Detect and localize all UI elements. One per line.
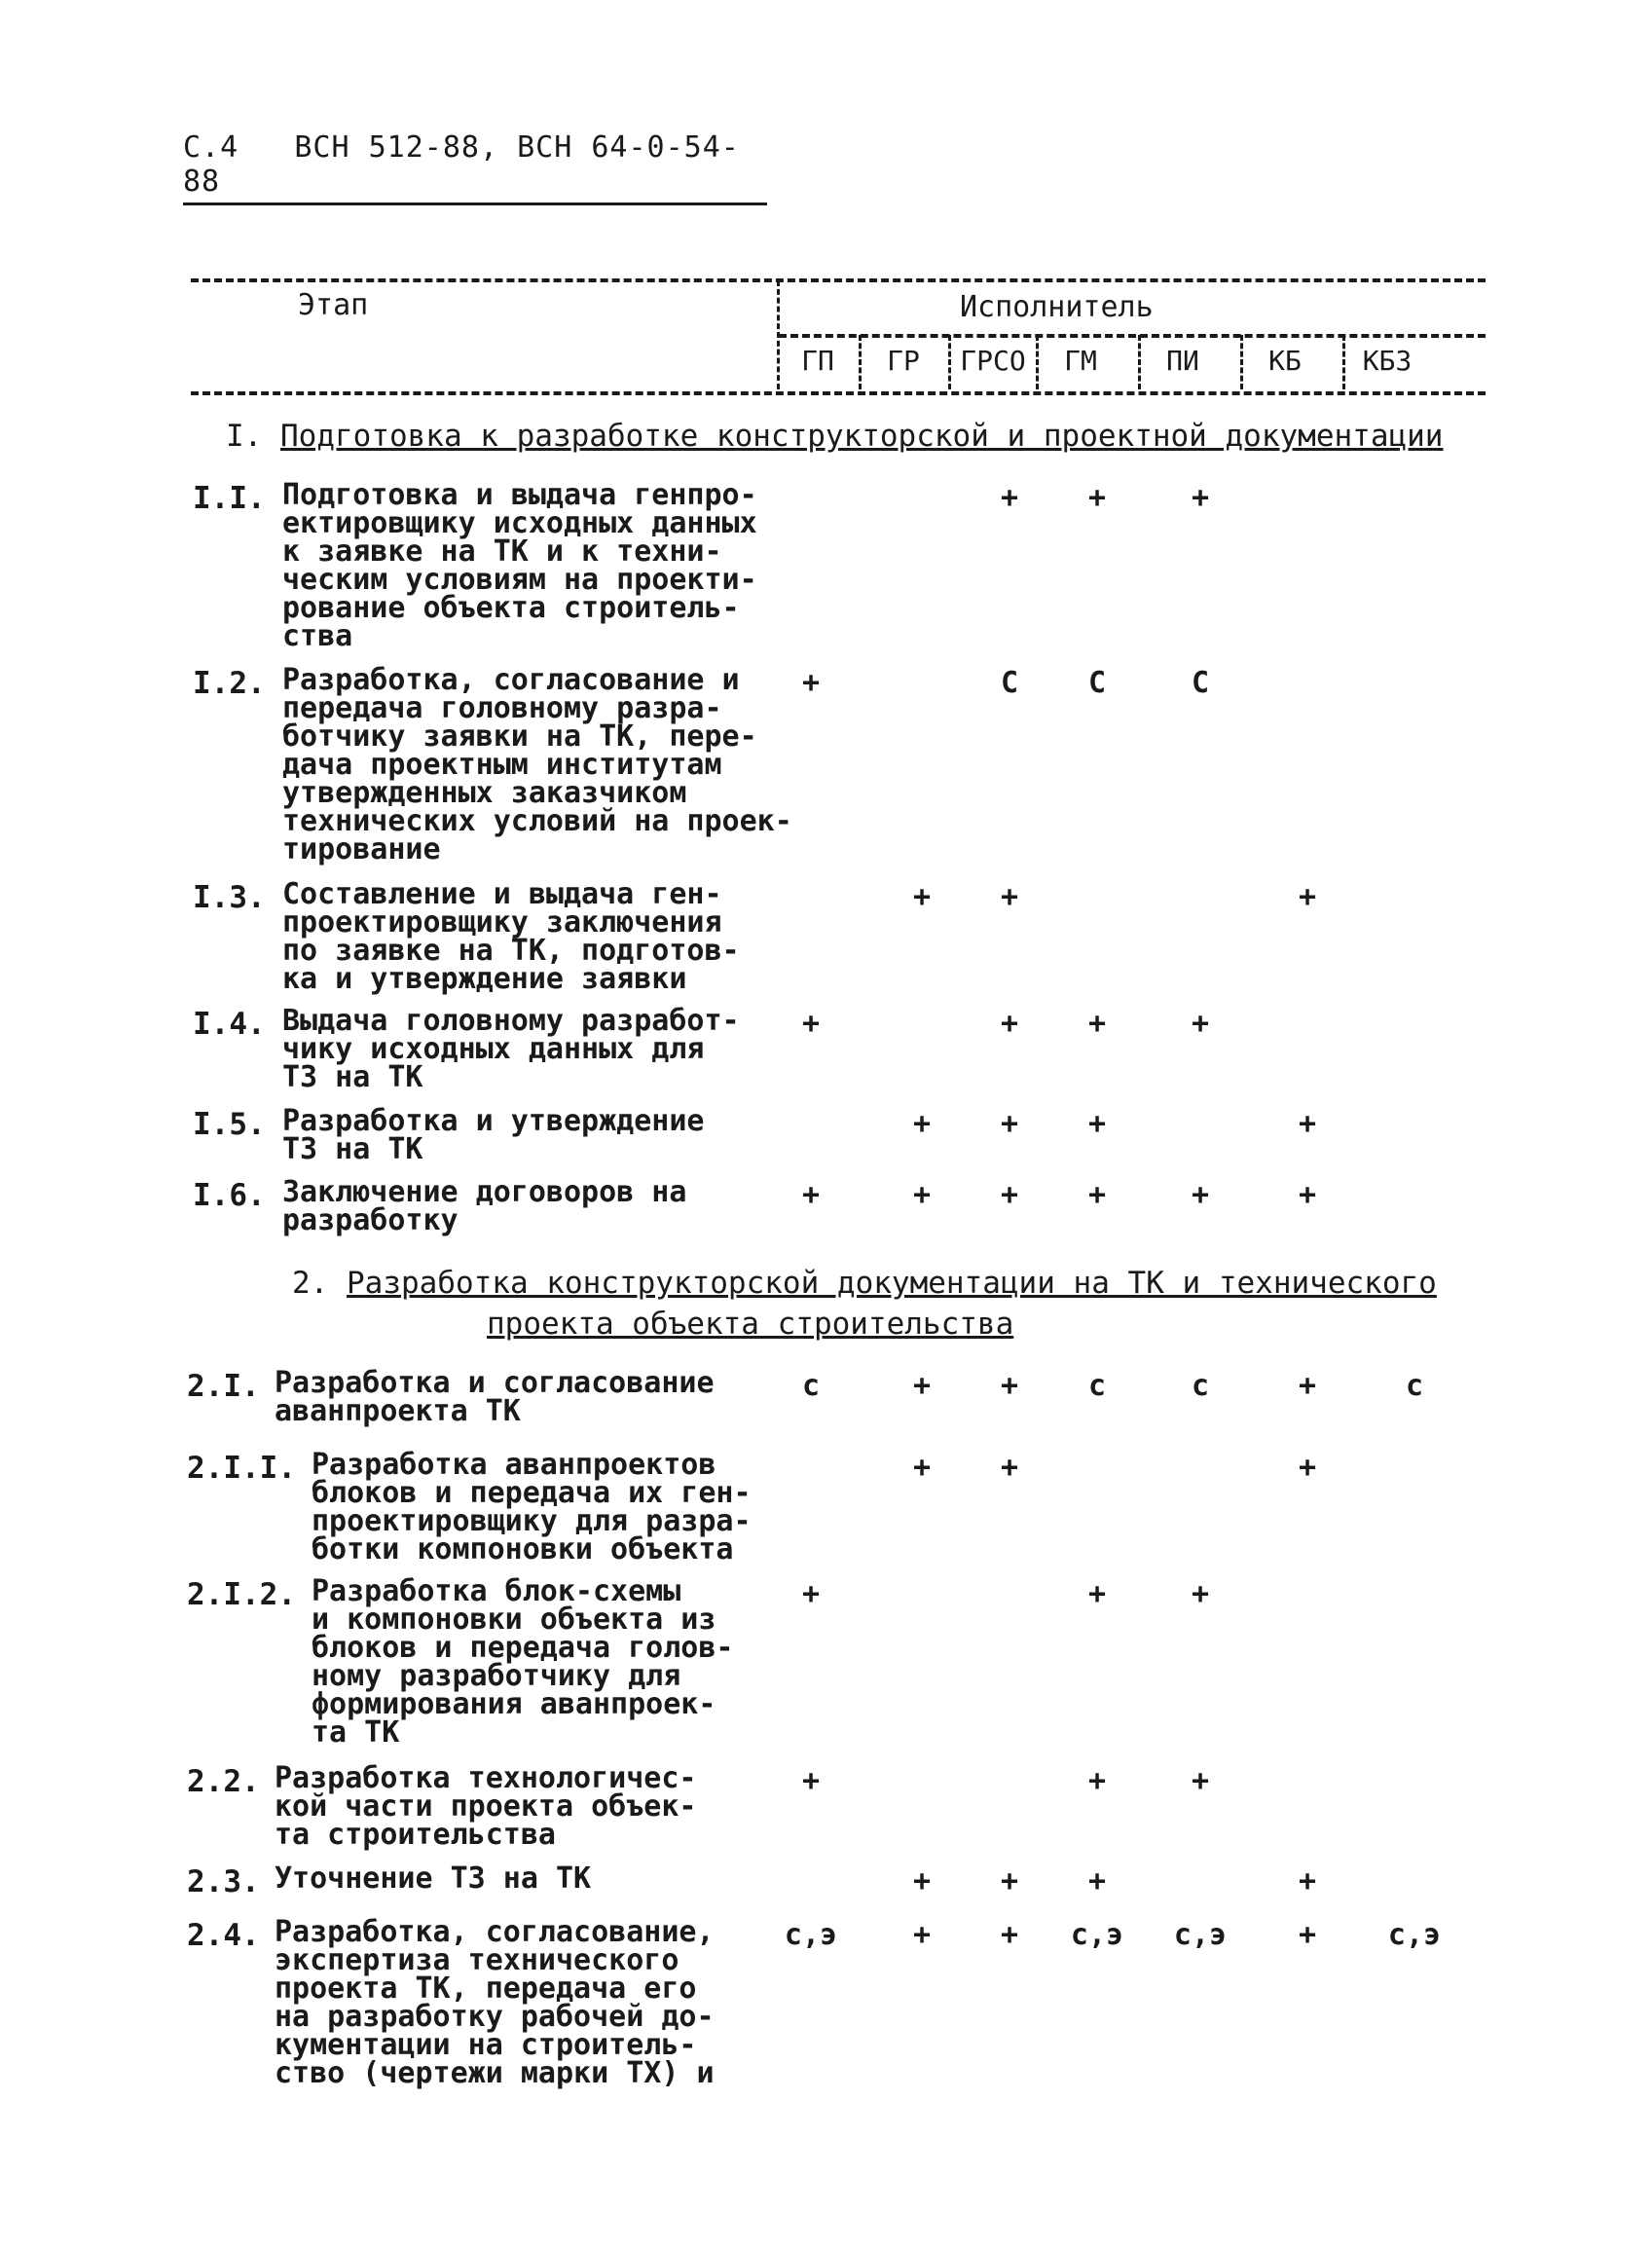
row-mark-гр: + — [912, 1369, 932, 1403]
row-mark-пи: + — [1191, 1764, 1210, 1798]
row-number: 2.2. — [187, 1764, 260, 1799]
row-mark-грсо: + — [1000, 481, 1019, 515]
row-stage-text: Заключение договоров на разработку — [282, 1175, 687, 1237]
row-mark-гм: + — [1087, 1764, 1107, 1798]
row-mark-кб: + — [1298, 1864, 1317, 1898]
column-header-6: КБЗ — [1362, 345, 1413, 377]
row-mark-гр: + — [912, 1918, 932, 1952]
row-mark-гп: + — [801, 666, 821, 700]
table-subheader-rule — [779, 334, 1486, 338]
row-mark-кбз: с,э — [1387, 1918, 1442, 1952]
page-header — [183, 130, 767, 205]
row-stage-text: Разработка, согласование, экспертиза технического проекта ТК, передача его на разработку рабочей до- кументации на строитель- ство (чертежи марки ТХ) и — [275, 1915, 715, 2090]
column-header-0: ГП — [801, 345, 834, 377]
row-number: I.5. — [193, 1107, 266, 1142]
row-number: 2.I. — [187, 1369, 260, 1404]
column-header-1: ГР — [887, 345, 920, 377]
row-mark-гм: С — [1087, 666, 1107, 700]
row-mark-гм: + — [1087, 1007, 1107, 1041]
row-mark-гм: + — [1087, 481, 1107, 515]
row-mark-гр: + — [912, 880, 932, 914]
row-stage-text: Составление и выдача ген- проектировщику заключения по заявке на ТК, подготов- ка и утверждение заявки — [282, 877, 740, 996]
column-divider — [1036, 335, 1039, 389]
row-mark-кб: + — [1298, 1918, 1317, 1952]
row-mark-кб: + — [1298, 1451, 1317, 1485]
row-mark-гм: + — [1087, 1577, 1107, 1611]
row-mark-гр: + — [912, 1178, 932, 1212]
document-code: ВСН 512-88, ВСН 64-0-54-88 — [183, 130, 740, 199]
column-divider — [1138, 335, 1141, 389]
column-header-3: ГМ — [1064, 345, 1097, 377]
row-mark-гп: + — [801, 1007, 821, 1041]
row-mark-грсо: С — [1000, 666, 1019, 700]
row-mark-гм: + — [1087, 1864, 1107, 1898]
row-number: 2.I.2. — [187, 1577, 296, 1612]
row-mark-грсо: + — [1000, 1107, 1019, 1141]
row-stage-text: Разработка технологичес- кой части проекта объек- та строительства — [275, 1761, 697, 1852]
column-divider — [1240, 335, 1243, 389]
row-stage-text: Выдача головному разработ- чику исходных данных для ТЗ на ТК — [282, 1004, 740, 1094]
row-stage-text: Разработка и согласование аванпроекта ТК — [275, 1366, 715, 1428]
row-mark-гп: + — [801, 1178, 821, 1212]
row-mark-кб: + — [1298, 1107, 1317, 1141]
page-number: С.4 — [183, 130, 239, 165]
column-divider — [859, 335, 862, 389]
row-mark-грсо: + — [1000, 1451, 1019, 1485]
row-mark-грсо: + — [1000, 1007, 1019, 1041]
row-mark-пи: С — [1191, 666, 1210, 700]
row-number: I.3. — [193, 880, 266, 915]
row-stage-text: Разработка аванпроектов блоков и передача их ген- проектировщику для разра- ботки компоновки объекта — [312, 1448, 752, 1566]
section-1-number: I. — [226, 419, 263, 454]
row-mark-грсо: + — [1000, 1369, 1019, 1403]
row-mark-кб: + — [1298, 880, 1317, 914]
row-mark-пи: + — [1191, 1577, 1210, 1611]
row-mark-грсо: + — [1000, 1864, 1019, 1898]
section-2-number: 2. — [292, 1266, 329, 1301]
row-stage-text: Разработка и утверждение ТЗ на ТК — [282, 1104, 705, 1166]
row-number: I.2. — [193, 666, 266, 701]
row-mark-гр: + — [912, 1107, 932, 1141]
row-mark-грсо: + — [1000, 1178, 1019, 1212]
section-1-heading — [226, 419, 1443, 454]
stage-column-header: Этап — [298, 288, 369, 322]
row-mark-грсо: + — [1000, 1918, 1019, 1952]
section-2-heading-continued — [487, 1307, 1013, 1342]
row-mark-кб: + — [1298, 1178, 1317, 1212]
row-mark-гп: + — [801, 1577, 821, 1611]
section-2-heading — [292, 1266, 1437, 1301]
row-number: 2.3. — [187, 1864, 260, 1899]
row-number: I.4. — [193, 1007, 266, 1042]
row-mark-гп: с — [801, 1369, 821, 1403]
row-mark-кб: + — [1298, 1369, 1317, 1403]
column-divider — [948, 335, 951, 389]
row-mark-гр: + — [912, 1451, 932, 1485]
table-header-bottom-rule — [191, 391, 1486, 395]
column-divider — [1342, 335, 1345, 389]
table-top-rule — [191, 278, 1486, 282]
section-2-title-line-2: проекта объекта строительства — [487, 1307, 1014, 1342]
row-number: I.6. — [193, 1178, 266, 1213]
performer-column-header: Исполнитель — [960, 290, 1154, 324]
row-mark-пи: с — [1191, 1369, 1210, 1403]
section-1-title: Подготовка к разработке конструкторской и проектной документации — [280, 419, 1444, 454]
row-stage-text: Разработка блок-схемы и компоновки объекта из блоков и передача голов- ному разработчику для формирования аванпроек- та ТК — [312, 1574, 734, 1750]
row-stage-text: Разработка, согласование и передача головному разра- ботчику заявки на ТК, пере- дача проектным институтам утвержденных заказчиком технических условий на проек- тирование — [282, 663, 792, 866]
column-header-5: КБ — [1268, 345, 1302, 377]
row-mark-гм: с — [1087, 1369, 1107, 1403]
row-mark-гм: + — [1087, 1178, 1107, 1212]
row-mark-пи: + — [1191, 1007, 1210, 1041]
row-stage-text: Подготовка и выдача генпро- ектировщику исходных данных к заявке на ТК и к техни- ческим условиям на проекти- рование объекта строитель- ства — [282, 478, 757, 653]
row-stage-text: Уточнение ТЗ на ТК — [275, 1861, 592, 1896]
row-mark-гр: + — [912, 1864, 932, 1898]
row-mark-гп: с,э — [784, 1918, 838, 1952]
row-mark-пи: + — [1191, 481, 1210, 515]
row-number: 2.I.I. — [187, 1451, 296, 1486]
row-mark-пи: + — [1191, 1178, 1210, 1212]
column-header-2: ГРСО — [960, 345, 1026, 377]
section-2-title-line-1: Разработка конструкторской документации на ТК и технического — [347, 1266, 1437, 1301]
row-number: I.I. — [193, 481, 266, 516]
row-number: 2.4. — [187, 1918, 260, 1953]
row-mark-гм: с,э — [1070, 1918, 1124, 1952]
row-mark-гм: + — [1087, 1107, 1107, 1141]
row-mark-гп: + — [801, 1764, 821, 1798]
row-mark-грсо: + — [1000, 880, 1019, 914]
row-mark-пи: с,э — [1173, 1918, 1228, 1952]
row-mark-кбз: с — [1405, 1369, 1424, 1403]
column-header-4: ПИ — [1166, 345, 1199, 377]
